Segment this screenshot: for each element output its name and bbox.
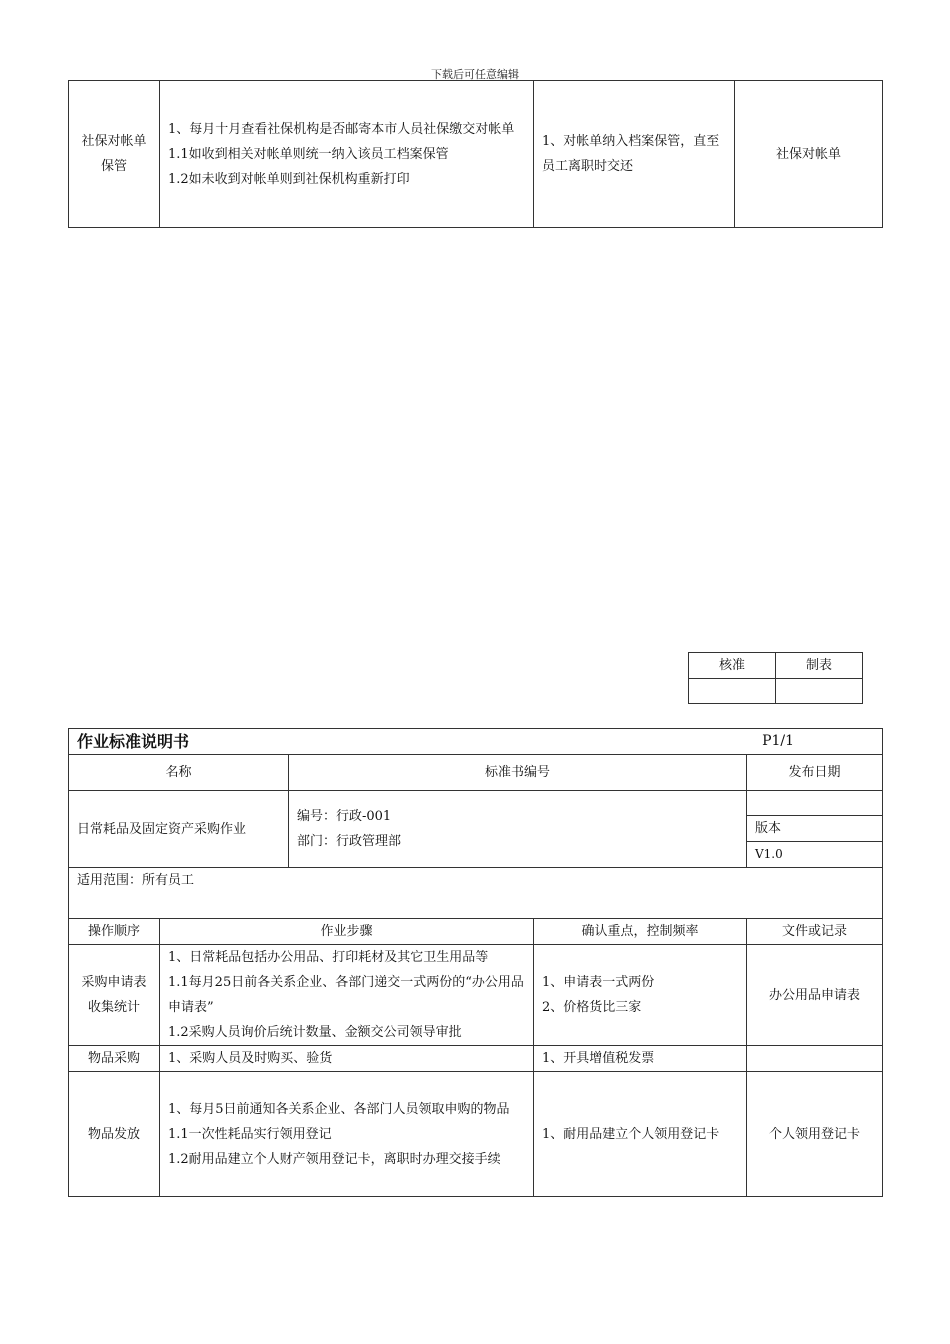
step-line: 1、日常耗品包括办公用品、打印耗材及其它卫生用品等 [168, 950, 489, 965]
operation-cell [69, 81, 160, 228]
scope-row [69, 868, 883, 919]
operation-line: 采购申请表 [81, 975, 147, 990]
operation-standard-table [68, 728, 883, 1197]
step-line: 1.1一次性耗品实行领用登记 [168, 1126, 332, 1142]
social-insurance-table [68, 80, 883, 228]
name-label: 名称 [69, 755, 289, 791]
code-label: 标准书编号 [289, 755, 747, 791]
key-points-cell: 1、耐用品建立个人领用登记卡 [534, 1072, 747, 1197]
table-row [69, 1046, 883, 1072]
date-label: 发布日期 [747, 755, 883, 791]
scope-text: 适用范围：所有员工 [69, 868, 883, 919]
step-line: 1.2如未收到对帐单则到社保机构重新打印 [168, 171, 410, 187]
approval-box [688, 652, 863, 704]
record-cell: 办公用品申请表 [747, 945, 883, 1046]
key-points-cell: 1、对帐单纳入档案保管，直至员工离职时交还 [534, 81, 735, 228]
table-row [69, 945, 883, 1046]
header-row [69, 755, 883, 791]
prepare-signature-field [776, 679, 863, 704]
key-line: 2、价格货比三家 [542, 1000, 642, 1015]
version-label: 版本 [747, 816, 883, 842]
name-value: 日常耗品及固定资产采购作业 [69, 791, 289, 868]
column-header: 确认重点，控制频率 [534, 919, 747, 945]
title-row [69, 729, 883, 755]
steps-cell [160, 945, 534, 1046]
record-cell: 社保对帐单 [735, 81, 883, 228]
step-line: 1.1每月25日前各关系企业、各部门递交一式两份的“办公用品申请表” [168, 975, 524, 1015]
operation-cell [69, 945, 160, 1046]
operation-line: 社保对帐单 [81, 134, 147, 149]
prepare-label: 制表 [776, 653, 863, 679]
key-line: 1、申请表一式两份 [542, 975, 655, 990]
column-header-row [69, 919, 883, 945]
operation-cell: 物品发放 [69, 1072, 160, 1197]
version-value: V1.0 [747, 842, 883, 868]
table-row [69, 81, 883, 228]
steps-cell [160, 81, 534, 228]
step-line: 1、每月十月查看社保机构是否邮寄本市人员社保缴交对帐单 [168, 121, 515, 137]
header-note: 下载后可任意编辑 [431, 68, 519, 81]
approve-signature-field [689, 679, 776, 704]
operation-line: 收集统计 [87, 1000, 140, 1015]
step-line: 1、每月5日前通知各关系企业、各部门人员领取申购的物品 [168, 1101, 510, 1117]
key-points-cell: 1、开具增值税发票 [534, 1046, 747, 1072]
record-cell [747, 1046, 883, 1072]
operation-line: 保管 [100, 159, 127, 174]
code-line: 编号：行政-001 [297, 809, 392, 824]
steps-cell: 1、采购人员及时购买、验货 [160, 1046, 534, 1072]
date-value [747, 791, 883, 816]
step-line: 1.1如收到相关对帐单则统一纳入该员工档案保管 [168, 146, 449, 162]
step-line: 1.2耐用品建立个人财产领用登记卡，离职时办理交接手续 [168, 1151, 501, 1167]
document-title: 作业标准说明书 [77, 732, 190, 751]
key-points-cell [534, 945, 747, 1046]
operation-cell: 物品采购 [69, 1046, 160, 1072]
record-cell: 个人领用登记卡 [747, 1072, 883, 1197]
column-header: 操作顺序 [69, 919, 160, 945]
approve-label: 核准 [689, 653, 776, 679]
department-line: 部门：行政管理部 [297, 834, 402, 849]
step-line: 1.2采购人员询价后统计数量、金额交公司领导审批 [168, 1025, 462, 1040]
page-number: P1/1 [762, 733, 795, 749]
steps-cell [160, 1072, 534, 1197]
column-header: 文件或记录 [747, 919, 883, 945]
code-value [289, 791, 747, 868]
column-header: 作业步骤 [160, 919, 534, 945]
table-row [69, 1072, 883, 1197]
